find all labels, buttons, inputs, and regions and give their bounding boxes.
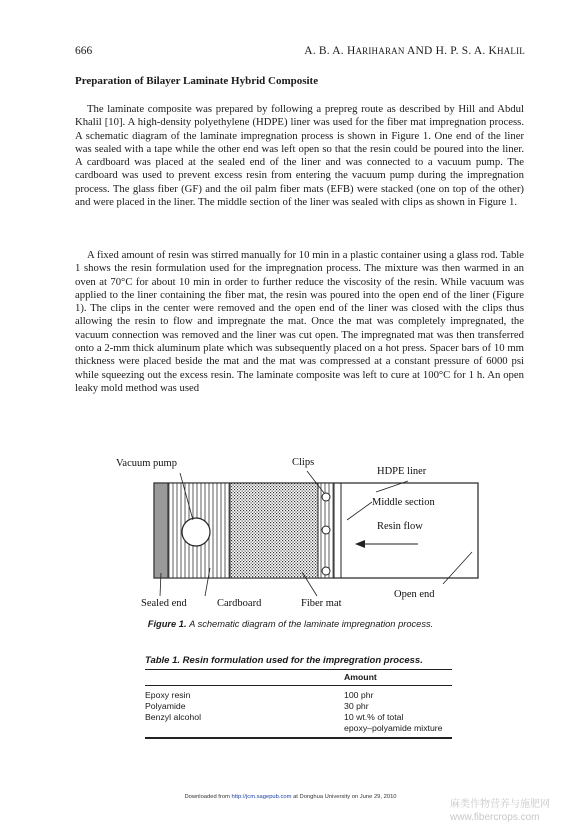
figure-caption (0, 619, 581, 629)
footer-suffix: at Donghua University on June 29, 2010 (291, 794, 397, 800)
page-number: 666 (75, 45, 93, 57)
vacuum-port-circle (182, 518, 210, 546)
table-header-row (145, 670, 452, 685)
impregnation-schematic (0, 450, 581, 620)
figure-caption-label: Figure 1. (147, 619, 187, 629)
table-row-continuation (145, 723, 452, 734)
table-cell-amount-continuation: epoxy–polyamide mixture (344, 723, 443, 734)
label-resin-flow: Resin flow (377, 521, 423, 532)
label-fiber-mat: Fiber mat (301, 598, 342, 609)
running-head-author-1: A. B. A. H (304, 45, 356, 57)
running-head (304, 45, 525, 57)
table-row (145, 712, 452, 723)
resin-formulation-table (145, 669, 452, 739)
running-head-author-2: H. P. S. A. K (435, 45, 497, 57)
table-row (145, 701, 452, 712)
fiber-mat-block (230, 483, 318, 578)
table-header-amount: Amount (344, 672, 377, 683)
table-bottom-rule (145, 737, 452, 738)
running-head-author-2-smallcaps: HALIL (497, 46, 525, 56)
clip-circle-bottom (322, 567, 330, 575)
footer-prefix: Downloaded from (184, 794, 232, 800)
label-cardboard: Cardboard (217, 598, 262, 609)
label-open-end: Open end (394, 589, 435, 600)
watermark (450, 798, 578, 824)
body-paragraph-1: The laminate composite was prepared by following a prepreg route as described by Hill and Abdul Khalil [10]. A high-density polyethylene (HDPE) liner was used for the fiber mat impregnation process. A schematic diagram of the laminate impregnation process is shown in Figure 1. One end of the liner was sealed with a tape while the other end was left open so that the resin could be poured into the liner. A cardboard was placed at the sealed end of the liner and was connected to a vacuum pump. The cardboard was used to prevent excess resin from entering the vacuum pump during the impregnation process. The glass fiber (GF) and the oil palm fiber mats (EFB) were stacked (one on top of the other) and were placed in the liner. The middle section of the liner was sealed with clips as shown in Figure 1. (75, 103, 524, 209)
label-vacuum-pump: Vacuum pump (116, 458, 177, 469)
clip-circle-middle (322, 526, 330, 534)
table-cell-amount: 100 phr (344, 690, 374, 701)
table-cell-name: Epoxy resin (145, 690, 191, 701)
body-paragraph-2: A fixed amount of resin was stirred manually for 10 min in a plastic container using a glass rod. Table 1 shows the resin formulation used for the impregnation process. The mixture was then warmed in an oven at 70°C for about 10 min in order to further reduce the viscosity of the resin. While vacuum was applied to the liner containing the fiber mat, the resin was poured into the open end of the liner (Figure 1). The clips in the center were removed and the open end of the liner was closed with the clips thus allowing the resin to flow and impregnate the mat. Once the mat was completely impregnated, the vacuum connection was removed and the liner was cut open. The impregnated mat was then transferred onto a 2-mm thick aluminum plate which was subsequently placed on a hot press. Spacer bars of 10 mm thickness were placed beside the mat and the mat was compressed at a constant pressure of 6000 psi while squeezing out the excess resin. The laminate composite was left to cure at 100°C for 1 h. An open leaky mold method was used (75, 249, 524, 394)
running-head-and: AND (404, 45, 436, 57)
table-cell-name: Benzyl alcohol (145, 712, 202, 723)
sealed-end-block (154, 483, 168, 578)
table-cell-amount: 30 phr (344, 701, 369, 712)
table-row (145, 690, 452, 701)
table-cell-amount: 10 wt.% of total (344, 712, 404, 723)
table-caption: Table 1. Resin formulation used for the impregration process. (145, 655, 423, 666)
label-hdpe-liner: HDPE liner (377, 466, 427, 477)
label-middle-section: Middle section (372, 497, 435, 508)
figure-caption-text: A schematic diagram of the laminate impregnation process. (189, 619, 434, 629)
running-head-author-1-smallcaps: ARIHARAN (355, 46, 405, 56)
watermark-line-1: 麻类作物营养与施肥网 (450, 799, 550, 810)
footer-link[interactable]: http://jcm.sagepub.com (231, 794, 292, 800)
clip-circle-top (322, 493, 330, 501)
table-cell-name: Polyamide (145, 701, 186, 712)
label-clips: Clips (292, 457, 315, 468)
figure-1 (0, 450, 581, 620)
section-heading: Preparation of Bilayer Laminate Hybrid Composite (75, 75, 319, 87)
watermark-line-2: www.fibercrops.com (450, 812, 540, 823)
label-sealed-end: Sealed end (141, 598, 187, 609)
